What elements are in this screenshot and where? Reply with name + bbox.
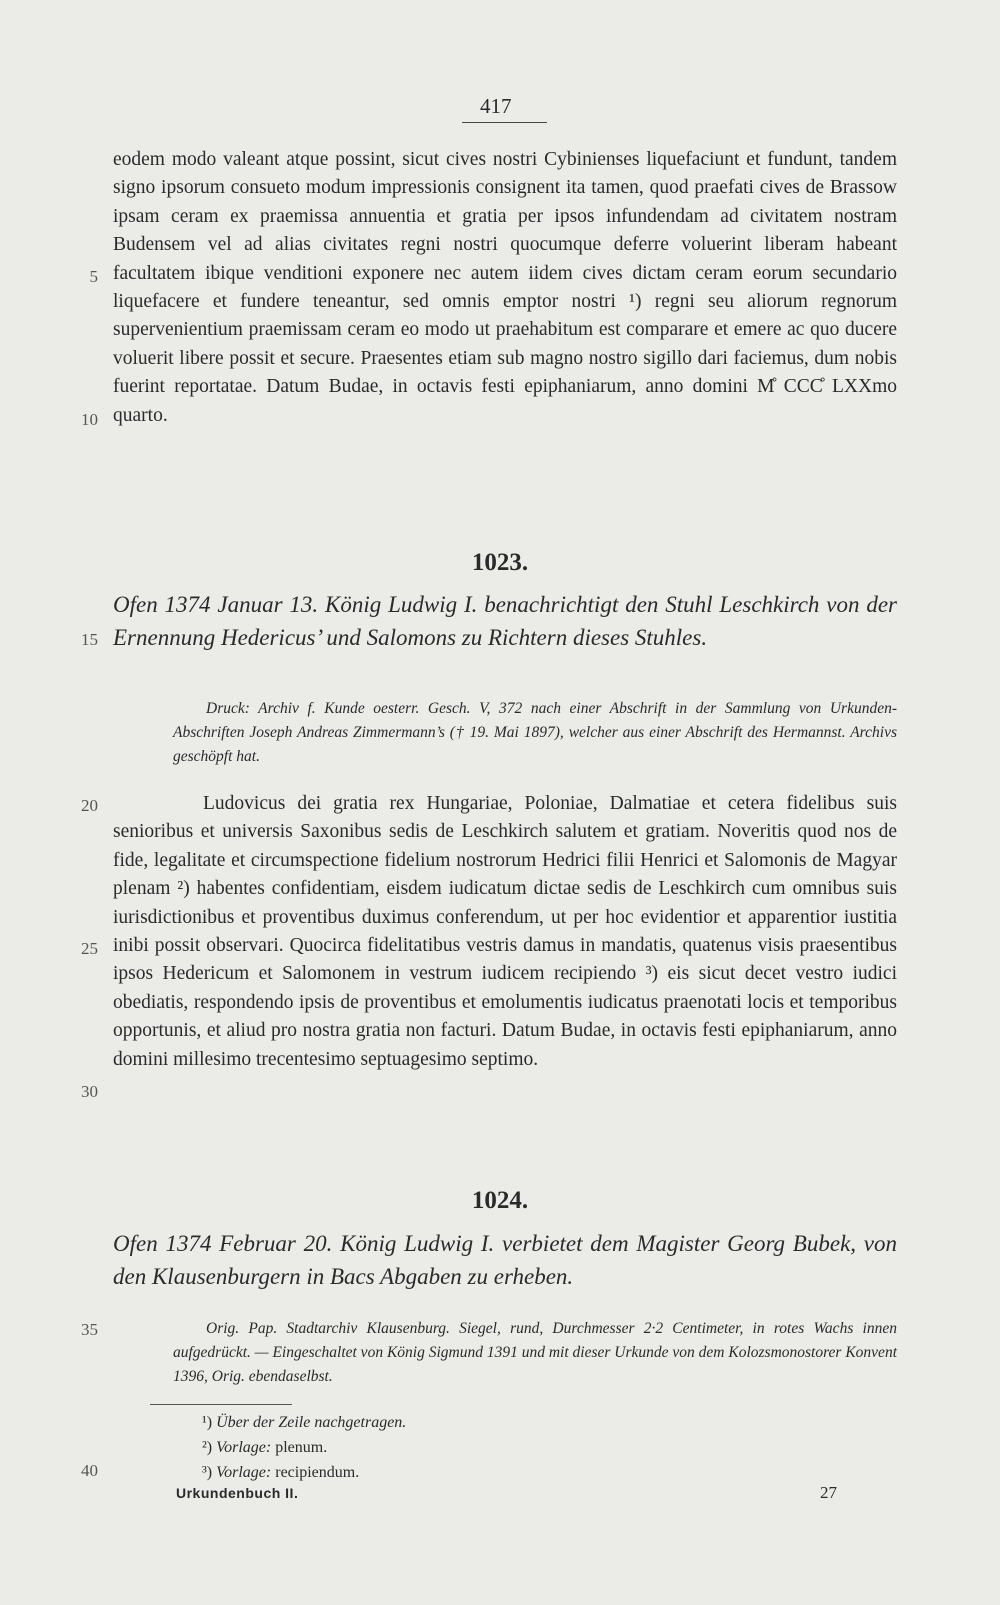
line-number: 40 — [81, 1461, 98, 1480]
footnote-text: Über der Zeile nachgetragen. — [216, 1414, 407, 1431]
footnote-1 — [202, 1410, 406, 1435]
footnote-3 — [202, 1460, 406, 1485]
line-number: 5 — [89, 267, 98, 286]
footer-signature: 27 — [820, 1483, 837, 1502]
continued-charter-paragraph: eodem modo valeant atque possint, sicut cives nostri Cybinienses liquefaciunt et fundunt, tandem signo ipsorum consueto modum impressionis consignent ita tamen, quod praefati cives de Brassow ipsam ceram ex praemissa annuentia et gratia per ipsos infundendam ad civitatem nostram Budensem vel ad alias civitates regni nostri quocumque deferre voluerint liberam habeant facultatem ibique venditioni exponere nec autem iidem cives dictam ceram eorum secundario liquefacere et fundere teneantur, sed omnis emptor nostri ¹) regni seu aliorum regnorum supervenientium praemissam ceram eo modo ut praehabitum est comparare et emere ac quo ducere voluerit libere possit et secure. Praesentes etiam sub magno nostro sigillo dari faciemus, dum nobis fuerint reportatae. Datum Budae, in octavis festi epiphaniarum, anno domini M̊ CCC̊ LXXmo quarto. — [113, 149, 897, 426]
line-number: 30 — [81, 1082, 98, 1101]
footnotes — [202, 1410, 406, 1485]
charter-number-1023: 1023. — [471, 549, 529, 576]
continued-charter-text — [113, 146, 897, 430]
footnote-rule — [150, 1404, 292, 1405]
footnote-text: plenum. — [275, 1439, 328, 1456]
charter-paragraph-1023-text: Ludovicus dei gratia rex Hungariae, Poloniae, Dalmatiae et cetera fidelibus suis senioribus et universis Saxonibus sedis de Leschkirch salutem et gratiam. Noveritis quod nos de fide, legalitate et circumspectione fidelium nostrorum Hedrici filii Henrici et Salomonis de Magyar plenam ²) habentes confidentiam, eisdem iudicatum dictae sedis de Leschkirch cum omnibus suis iurisdictionibus et proventibus duximus conferendum, ut per hoc evidentior et apparentior iustitia inibi possit observari. Quocirca fidelitatibus vestris damus in mandatis, quatenus visis praesentibus ipsos Hedericum et Salomonem in vestrum iudicem recipiendo ³) eis sicut decet vestro iudici obediatis, respondendo ipsis de proventibus et emolumentis iudicatus praenotati locis et temporibus opportunis, et aliud pro nostra gratia non facturi. Datum Budae, in octavis festi epiphaniarum, anno domini millesimo trecentesimo septuagesimo septimo. — [113, 793, 897, 1070]
page-number: 417 — [480, 94, 512, 118]
regest-1024: Ofen 1374 Februar 20. König Ludwig I. verbietet dem Magister Georg Bubek, von den Klausenburgern in Bacs Abgaben zu erheben. — [113, 1231, 897, 1289]
footnote-mark: ³) — [202, 1464, 213, 1481]
source-note-1024-text: Orig. Pap. Stadtarchiv Klausenburg. Siegel, rund, Durchmesser 2·2 Centimeter, in rotes Wachs innen aufgedrückt. — Eingeschaltet von König Sigmund 1391 und mit dieser Urkunde von dem Kolozsmonostorer Konvent 1396, Orig. ebendaselbst. — [173, 1320, 897, 1385]
page-number-rule — [462, 122, 547, 123]
footnote-mark: ²) — [202, 1439, 213, 1456]
footnote-label: Vorlage: — [216, 1464, 272, 1481]
charter-text-1023 — [113, 790, 897, 1074]
charter-paragraph-1023 — [113, 790, 897, 1074]
footnote-2 — [202, 1435, 406, 1460]
footnote-mark: ¹) — [202, 1414, 213, 1431]
footnote-label: Vorlage: — [216, 1439, 272, 1456]
source-note-1023 — [173, 697, 897, 769]
regest-1023: Ofen 1374 Januar 13. König Ludwig I. benachrichtigt den Stuhl Leschkirch von der Ernennung Hedericus’ und Salomons zu Richtern dieses Stuhles. — [113, 592, 897, 650]
footer-book-title: Urkundenbuch II. — [176, 1485, 299, 1501]
line-number: 10 — [81, 410, 98, 429]
charter-number-1024: 1024. — [471, 1187, 529, 1214]
line-number: 15 — [81, 630, 98, 649]
line-number: 35 — [81, 1320, 98, 1339]
source-note-1023-text: Druck: Archiv f. Kunde oesterr. Gesch. V, 372 nach einer Abschrift in der Sammlung von Urkunden-Abschriften Joseph Andreas Zimmermann’s († 19. Mai 1897), welcher aus einer Abschrift des Hermannst. Archivs geschöpft hat. — [173, 700, 897, 765]
source-note-1024 — [173, 1317, 897, 1389]
line-number: 20 — [81, 796, 98, 815]
footnote-text: recipiendum. — [275, 1464, 360, 1481]
line-number: 25 — [81, 939, 98, 958]
